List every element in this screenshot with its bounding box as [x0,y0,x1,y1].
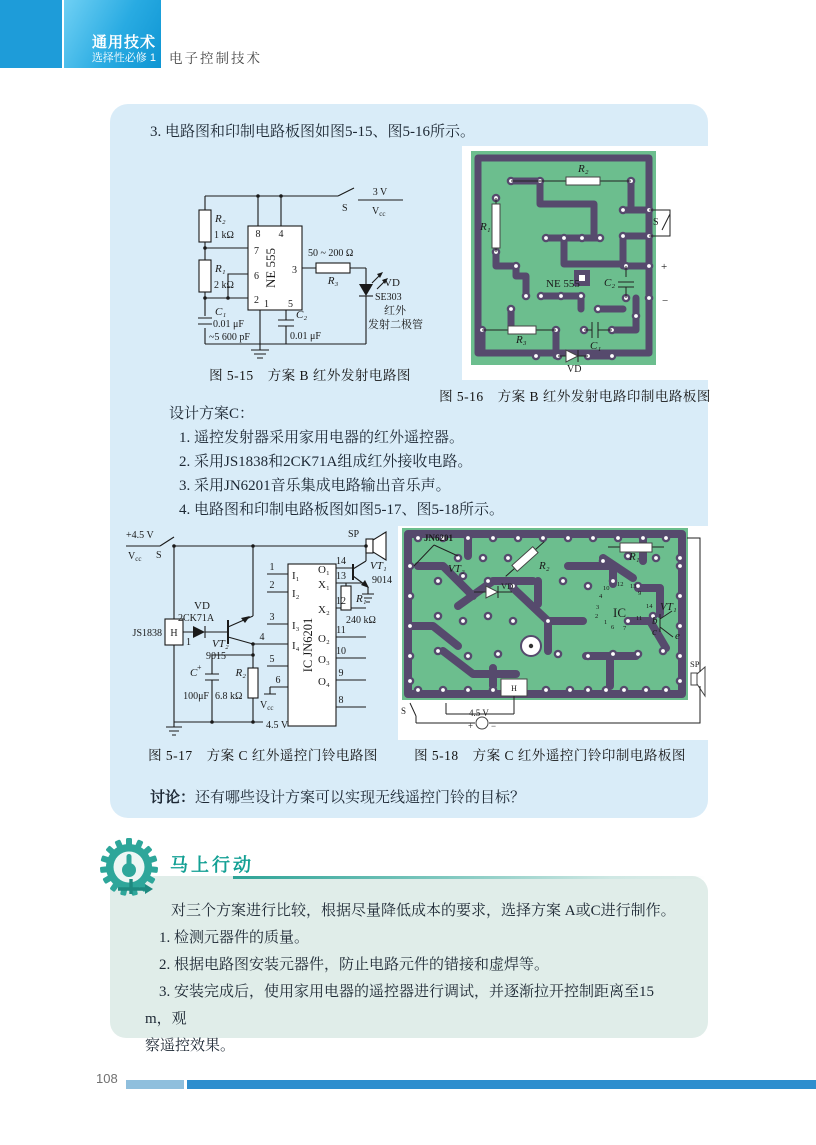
pcb16-label-c1: C₁ [590,340,602,352]
fig15-label-c1: C₁ [215,306,227,318]
diode-icon [359,284,373,296]
fig15-c1-val: 0.01 μF [213,319,244,330]
fig15-label-c2: C₂ [296,309,308,321]
action-item: 1. 检测元器件的质量。 [159,930,310,946]
fig15-caption: 图 5-15 方案 B 红外发射电路图 [209,368,411,383]
pcb18-battery-label: 4.5 V [469,708,489,718]
svg-text:7: 7 [623,625,627,632]
ground-icon [251,350,269,358]
fig17-caption: 图 5-17 方案 C 红外遥控门铃电路图 [148,748,378,763]
fig15-r3-range: 50 ~ 200 Ω [308,248,354,259]
fig15-c2-val: 0.01 μF [290,331,321,342]
resistor-r1 [199,260,211,292]
fig15-pin2: 2 [254,295,259,306]
fig16-caption: 图 5-16 方案 B 红外发射电路印制电路板图 [439,389,711,404]
fig17-i2: I₂ [292,588,300,600]
fig17-ic-supply: 4.5 V [266,720,289,731]
series-subtitle: 选择性必修 1 [91,52,156,64]
pcb16-label-vd: VD [567,364,582,374]
fig16-pcb-image [466,146,706,374]
fig15-pin8: 8 [255,229,261,240]
fig17-supply: +4.5 V [126,530,154,541]
pcb16-label-plus: + [661,261,668,273]
fig17-circuit-diagram [120,524,412,746]
capacitor-c1-icon [198,318,212,324]
fig17-label-c: C [190,667,198,679]
vt1-arrow-icon [361,580,369,588]
fig15-pin5: 5 [288,299,293,310]
fig15-pin6: 6 [254,271,259,282]
gear-hand-icon [95,833,165,903]
footer-bar-light [126,1080,184,1089]
fig17-pin9: 9 [338,668,344,679]
plan-c-item: 1. 遥控发射器采用家用电器的红外遥控器。 [179,430,465,446]
fig18-photo-box [398,526,712,740]
fig17-switch-label: S [156,550,162,561]
fig15-c1-val2: ~5 600 pF [209,332,250,343]
fig15-label-r3: R₃ [327,275,339,287]
pcb18-battery-plus: + [468,721,474,731]
fig17-receiver-h: H [170,628,178,639]
fig15-pin1: 1 [264,299,269,310]
fig15-supply: 3 V [372,187,388,198]
vt2-arrow-icon [241,616,250,623]
series-title: 通用技术 [91,34,156,51]
svg-text:10: 10 [603,585,610,592]
resistor-r3 [316,263,350,273]
fig17-vcc: $V_{cc}$ [128,551,142,563]
pcb18-battery-minus: − [491,721,497,731]
resistor-r2 [248,668,258,698]
svg-text:2: 2 [595,613,599,620]
plan-c-item: 2. 采用JS1838和2CK71A组成红外接收电路。 [179,454,473,470]
footer-bar-dark [187,1080,816,1089]
pcb18-label-vd: VD [501,581,514,591]
fig17-o4: O₄ [318,676,330,688]
fig15-label-r2: R₂ [215,213,226,225]
svg-text:1: 1 [604,619,608,626]
fig17-diode-pin: 1 [186,637,191,648]
header-blue-block [0,0,62,68]
discussion-label: 讨论： [150,790,196,806]
pcb18-label-sp: SP [690,659,700,669]
capacitor-c2-icon [278,320,294,326]
fig18-caption: 图 5-18 方案 C 红外遥控门铃印制电路板图 [414,748,686,763]
fig17-vt2-model: 9015 [206,651,226,662]
plan-c-item: 4. 电路图和印制电路板图如图5-17、图5-18所示。 [179,502,504,518]
fig15-label-r1-val: 2 kΩ [214,280,234,291]
pcb16-label-ic: NE 555 [546,278,580,290]
pcb18-label-h: H [511,684,517,693]
action-title: 马上行动 [170,855,254,875]
svg-text:13: 13 [630,583,637,590]
pcb16-label-s: S [653,217,659,228]
fig15-vd-line2: 发射二极管 [368,319,423,331]
fig17-r1-val: 240 kΩ [346,615,376,626]
arrow-head-icon [145,884,153,894]
fig17-vd-model: 2CK71A [178,613,215,624]
fig17-pin3: 3 [269,612,275,623]
pcb18-label-r2: R₂ [539,560,550,572]
speaker-icon [366,532,386,560]
pcb18-label-ic: IC [613,605,626,620]
fig17-pin13: 13 [336,571,346,582]
fig17-x1: X₁ [318,579,330,591]
fig17-o1: O₁ [318,564,330,576]
fig17-i1: I₁ [292,570,300,582]
svg-text:4: 4 [599,593,603,600]
fig17-x2: X₂ [318,604,330,616]
fig15-ic-name: NE 555 [263,247,278,289]
action-item-wrap: 察遥控效果。 [145,1038,236,1054]
action-text [145,898,677,1060]
action-title-underline [233,876,706,879]
fig15-label-r2-val: 1 kΩ [214,230,234,241]
fig17-c-val: 100μF [183,691,209,702]
svg-text:3: 3 [596,604,600,611]
fig17-pin1: 1 [269,562,275,573]
discussion-line [150,786,525,807]
header-series-block [64,0,161,68]
page-number: 108 [96,1071,118,1086]
fig17-i3: I₃ [292,620,300,632]
diode-icon [193,626,205,638]
pcb18-label-s: S [401,706,407,716]
fig17-label-vt2: VT₂ [212,638,229,650]
svg-text:6: 6 [611,624,615,631]
fig17-pin6: 6 [275,675,281,686]
fig17-o3: O₃ [318,654,330,666]
fig17-pin5: 5 [269,654,275,665]
fig17-ic-name: IC JN6201 [301,617,315,673]
plan-c-item: 3. 采用JN6201音乐集成电路输出音乐声。 [179,478,451,494]
fig17-pin14: 14 [336,556,346,567]
pcb18-chip-label: JN6201 [424,533,453,543]
fig15-pin7: 7 [254,246,259,257]
action-item: 2. 根据电路图安装元器件，防止电路元件的错接和虚焊等。 [159,957,550,973]
fig17-pin10: 10 [336,646,346,657]
fig17-sp: SP [348,529,360,540]
pcb18-label-r1: R₁ [629,551,640,563]
fig17-label-r2: R₂ [235,667,246,679]
fig17-pin12: 12 [336,596,346,607]
fig17-pin4: 4 [259,632,265,643]
pcb18-label-c: c [652,626,657,638]
fig16-photo-box [462,146,710,380]
book-title: 电子控制技术 [169,51,262,66]
fig15-label-r1: R₁ [215,263,226,275]
pcb18-label-b: b [652,615,658,627]
fig17-label-vd: VD [194,600,210,612]
pcb18-mount-hole-dot [529,644,533,648]
plan-c-block [150,402,504,522]
fig15-vcc: $V_{cc}$ [372,206,386,218]
fig17-pin2: 2 [269,580,275,591]
fig15-switch-label: S [342,203,348,214]
fig17-label-vt1: VT₁ [370,560,387,572]
svg-text:12: 12 [617,581,624,588]
fig17-r2-val: 6.8 kΩ [215,691,243,702]
pcb16-label-r1: R₁ [480,221,491,233]
fig17-i4: I₄ [292,640,300,652]
fig17-o2: O₂ [318,633,330,645]
fig17-c-plus: + [197,663,202,672]
action-item: 3. 安装完成后，使用家用电器的遥控器进行调试，并逐渐拉开控制距离至15 m，观 [145,984,655,1027]
svg-text:14: 14 [646,603,653,610]
fig15-vd-model: SE303 [375,292,402,303]
pcb18-label-vt1: VT₁ [660,601,677,613]
action-intro: 对三个方案进行比较，根据尽量降低成本的要求，选择方案 A或C进行制作。 [171,903,676,919]
pcb18-label-e: e [675,630,680,642]
fig18-pcb-image [398,526,712,740]
paragraph-intro: 3. 电路图和印制电路板图如图5-15、图5-16所示。 [150,124,475,140]
pcb16-label-r3: R₃ [516,334,527,346]
fig15-pin4: 4 [278,229,284,240]
resistor-r2 [199,210,211,242]
fig17-pin11: 11 [336,625,346,636]
plan-c-title: 设计方案C： [169,406,255,422]
pcb16-label-minus: − [662,295,669,307]
fig17-pin8: 8 [338,695,344,706]
svg-text:11: 11 [636,615,643,622]
discussion-text: 还有哪些设计方案可以实现无线遥控门铃的目标？ [195,790,526,806]
pcb16-label-r2: R₂ [578,163,589,175]
fig17-ic-vcc: $V_{cc}$ [260,700,274,712]
pcb18-label-vt2: VT₂ [448,563,465,575]
svg-text:9: 9 [638,590,642,597]
pcb16-label-c2: C₂ [604,277,616,289]
fig15-label-vd: VD [384,277,400,289]
fig15-pin3: 3 [292,265,297,276]
fig17-vt1-model: 9014 [372,575,392,586]
fig17-label-r1: R₁ [356,593,367,605]
fig17-receiver: JS1838 [132,628,162,639]
fig15-circuit-diagram [198,186,430,366]
fig15-vd-line1: 红外 [384,305,406,317]
